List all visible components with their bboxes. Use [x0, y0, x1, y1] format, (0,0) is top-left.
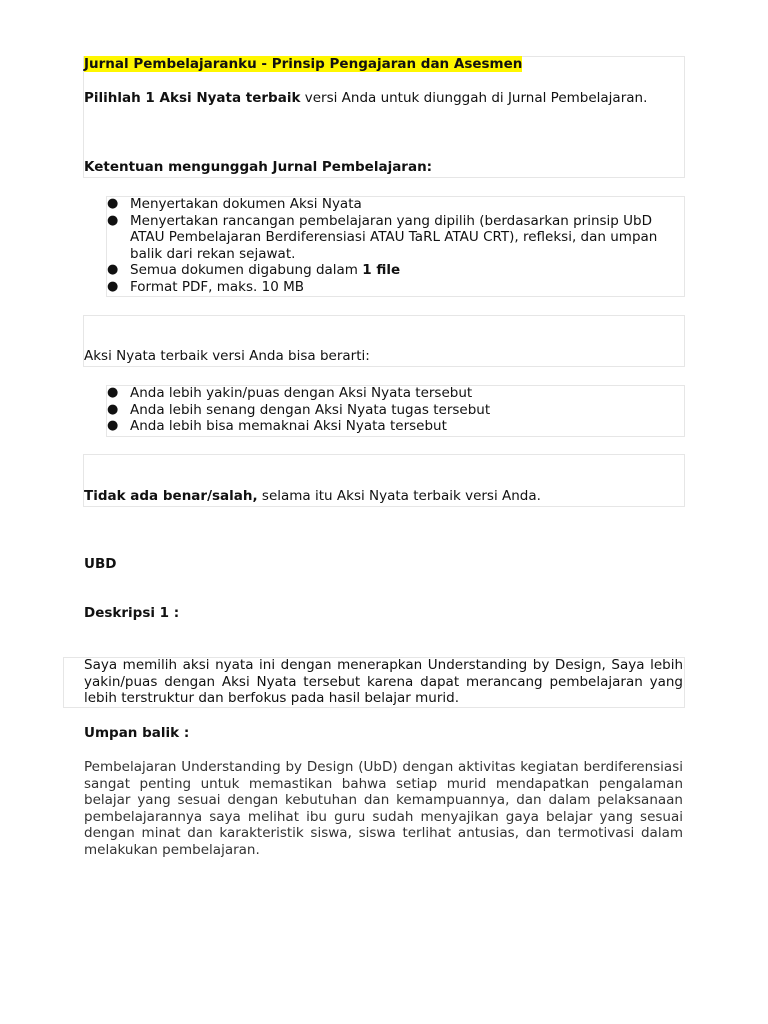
- list-item-text: Semua dokumen digabung dalam: [130, 262, 363, 279]
- instruction-bold: Pilihlah 1 Aksi Nyata terbaik: [84, 90, 301, 106]
- bullet-icon: ●: [107, 196, 119, 211]
- note-rest: selama itu Aksi Nyata terbaik versi Anda.: [257, 488, 541, 504]
- feedback-label: Umpan balik :: [84, 725, 190, 741]
- bullet-icon: ●: [107, 385, 119, 400]
- rules-heading: Ketentuan mengunggah Jurnal Pembelajaran:: [84, 159, 433, 175]
- bullet-icon: ●: [107, 278, 119, 294]
- bullet-icon: ●: [107, 401, 119, 417]
- bullet-icon: ●: [107, 418, 119, 434]
- list-item: [107, 385, 686, 402]
- list-item: [107, 262, 686, 279]
- list-item: [107, 213, 686, 263]
- rules-list: [107, 196, 686, 296]
- description-text: Saya memilih aksi nyata ini dengan menerapkan Understanding by Design, Saya lebih yakin/puas dengan Aksi Nyata tersebut karena dapat merancang pembelajaran yang lebih terstruktur dan berfokus pada hasil belajar murid.: [84, 657, 683, 707]
- bullet-icon: ●: [107, 262, 119, 278]
- list-item-text: Menyertakan rancangan pembelajaran yang dipilih (berdasarkan prinsip UbD ATAU Pembelajaran Berdiferensiasi ATAU TaRL ATAU CRT), refleksi, dan umpan balik dari rekan sejawat.: [130, 212, 658, 262]
- list-item-text: Anda lebih bisa memaknai Aksi Nyata tersebut: [130, 418, 447, 435]
- note-bold: Tidak ada benar/salah,: [84, 488, 258, 504]
- list-item-text: Anda lebih yakin/puas dengan Aksi Nyata tersebut: [130, 385, 473, 401]
- instruction-line: [84, 90, 647, 107]
- journal-title-text: Jurnal Pembelajaranku - Prinsip Pengajaran dan Asesmen: [84, 56, 523, 72]
- section-label: UBD: [84, 556, 117, 572]
- list-item: [107, 402, 686, 419]
- list-item-text: Menyertakan dokumen Aksi Nyata: [130, 196, 362, 212]
- list-item-text: Anda lebih senang dengan Aksi Nyata tugas tersebut: [130, 401, 491, 418]
- meaning-intro: Aksi Nyata terbaik versi Anda bisa berarti:: [84, 348, 370, 364]
- journal-title: [84, 56, 522, 73]
- list-item: [107, 279, 686, 296]
- feedback-text: Pembelajaran Understanding by Design (UbD) dengan aktivitas kegiatan berdiferensiasi sangat penting untuk memastikan bahwa setiap murid mendapatkan pengalaman belajar yang sesuai dengan kebutuhan dan kemampuannya, dan dalam pelaksanaan pembelajarannya saya melihat ibu guru sudah menyajikan gaya belajar yang sesuai dengan minat dan karakteristik siswa, siswa terlihat antusias, dan termotivasi dalam melakukan pembelajaran.: [84, 759, 683, 858]
- note-line: [84, 488, 541, 505]
- list-item: [107, 418, 686, 435]
- description-label: Deskripsi 1 :: [84, 605, 180, 621]
- bullet-icon: ●: [107, 212, 119, 228]
- list-item: [107, 196, 686, 213]
- meaning-list: [107, 385, 686, 435]
- list-item-text: Format PDF, maks. 10 MB: [130, 278, 304, 295]
- instruction-rest: versi Anda untuk diunggah di Jurnal Pembelajaran.: [300, 90, 648, 106]
- list-item-bold: 1 file: [362, 262, 401, 279]
